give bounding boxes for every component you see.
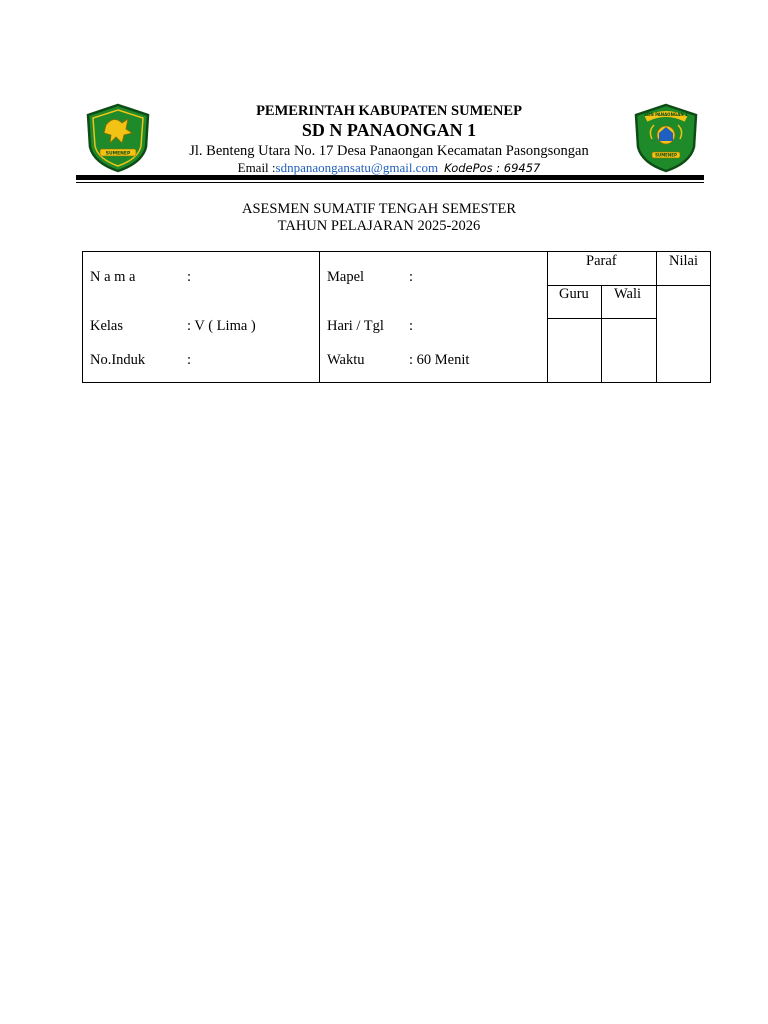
left-logo-banner-text: SUMENEP (105, 151, 131, 157)
school-name: SD N PANAONGAN 1 (301, 120, 477, 140)
header-divider-thin (76, 182, 704, 183)
column-divider (656, 252, 657, 382)
induk-field[interactable]: : (187, 352, 192, 368)
waktu-label: Waktu (327, 352, 365, 368)
exam-title: ASESMEN SUMATIF TENGAH SEMESTER (241, 201, 517, 217)
nilai-label: Nilai (669, 253, 698, 269)
letterhead (130, 103, 648, 176)
hari-label: Hari / Tgl (327, 318, 384, 334)
school-address: Jl. Benteng Utara No. 17 Desa Panaongan Kecamatan Pasongsongan (189, 143, 589, 159)
kelas-label: Kelas (90, 318, 124, 334)
right-logo-bottom-text: SUMENEP (655, 152, 677, 158)
email-label: Email : (237, 160, 276, 175)
column-divider (547, 252, 548, 382)
student-identity-table (82, 251, 711, 383)
waktu-value: : 60 Menit (409, 352, 470, 368)
row-divider (656, 285, 710, 286)
guru-label: Guru (559, 286, 589, 302)
contact-line (130, 160, 648, 176)
email-link[interactable]: sdnpanaongansatu@gmail.com (275, 160, 439, 175)
postal-code: KodePos : 69457 (444, 161, 541, 175)
nama-label: N a m a (90, 269, 136, 285)
academic-year: TAHUN PELAJARAN 2025-2026 (277, 218, 481, 234)
induk-label: No.Induk (90, 352, 146, 368)
paraf-label: Paraf (586, 253, 617, 269)
kelas-value: : V ( Lima ) (187, 318, 256, 334)
column-divider (601, 286, 602, 382)
column-divider (319, 252, 320, 382)
government-name: PEMERINTAH KABUPATEN SUMENEP (256, 103, 522, 119)
wali-label: Wali (614, 286, 642, 302)
nama-field[interactable]: : (187, 269, 192, 285)
hari-field[interactable]: : (409, 318, 414, 334)
mapel-label: Mapel (327, 269, 365, 285)
row-divider (547, 318, 656, 319)
mapel-field[interactable]: : (409, 269, 414, 285)
right-logo-banner-text: SDN PANAONGAN 1 (644, 112, 688, 117)
header-divider-thick (76, 175, 704, 180)
